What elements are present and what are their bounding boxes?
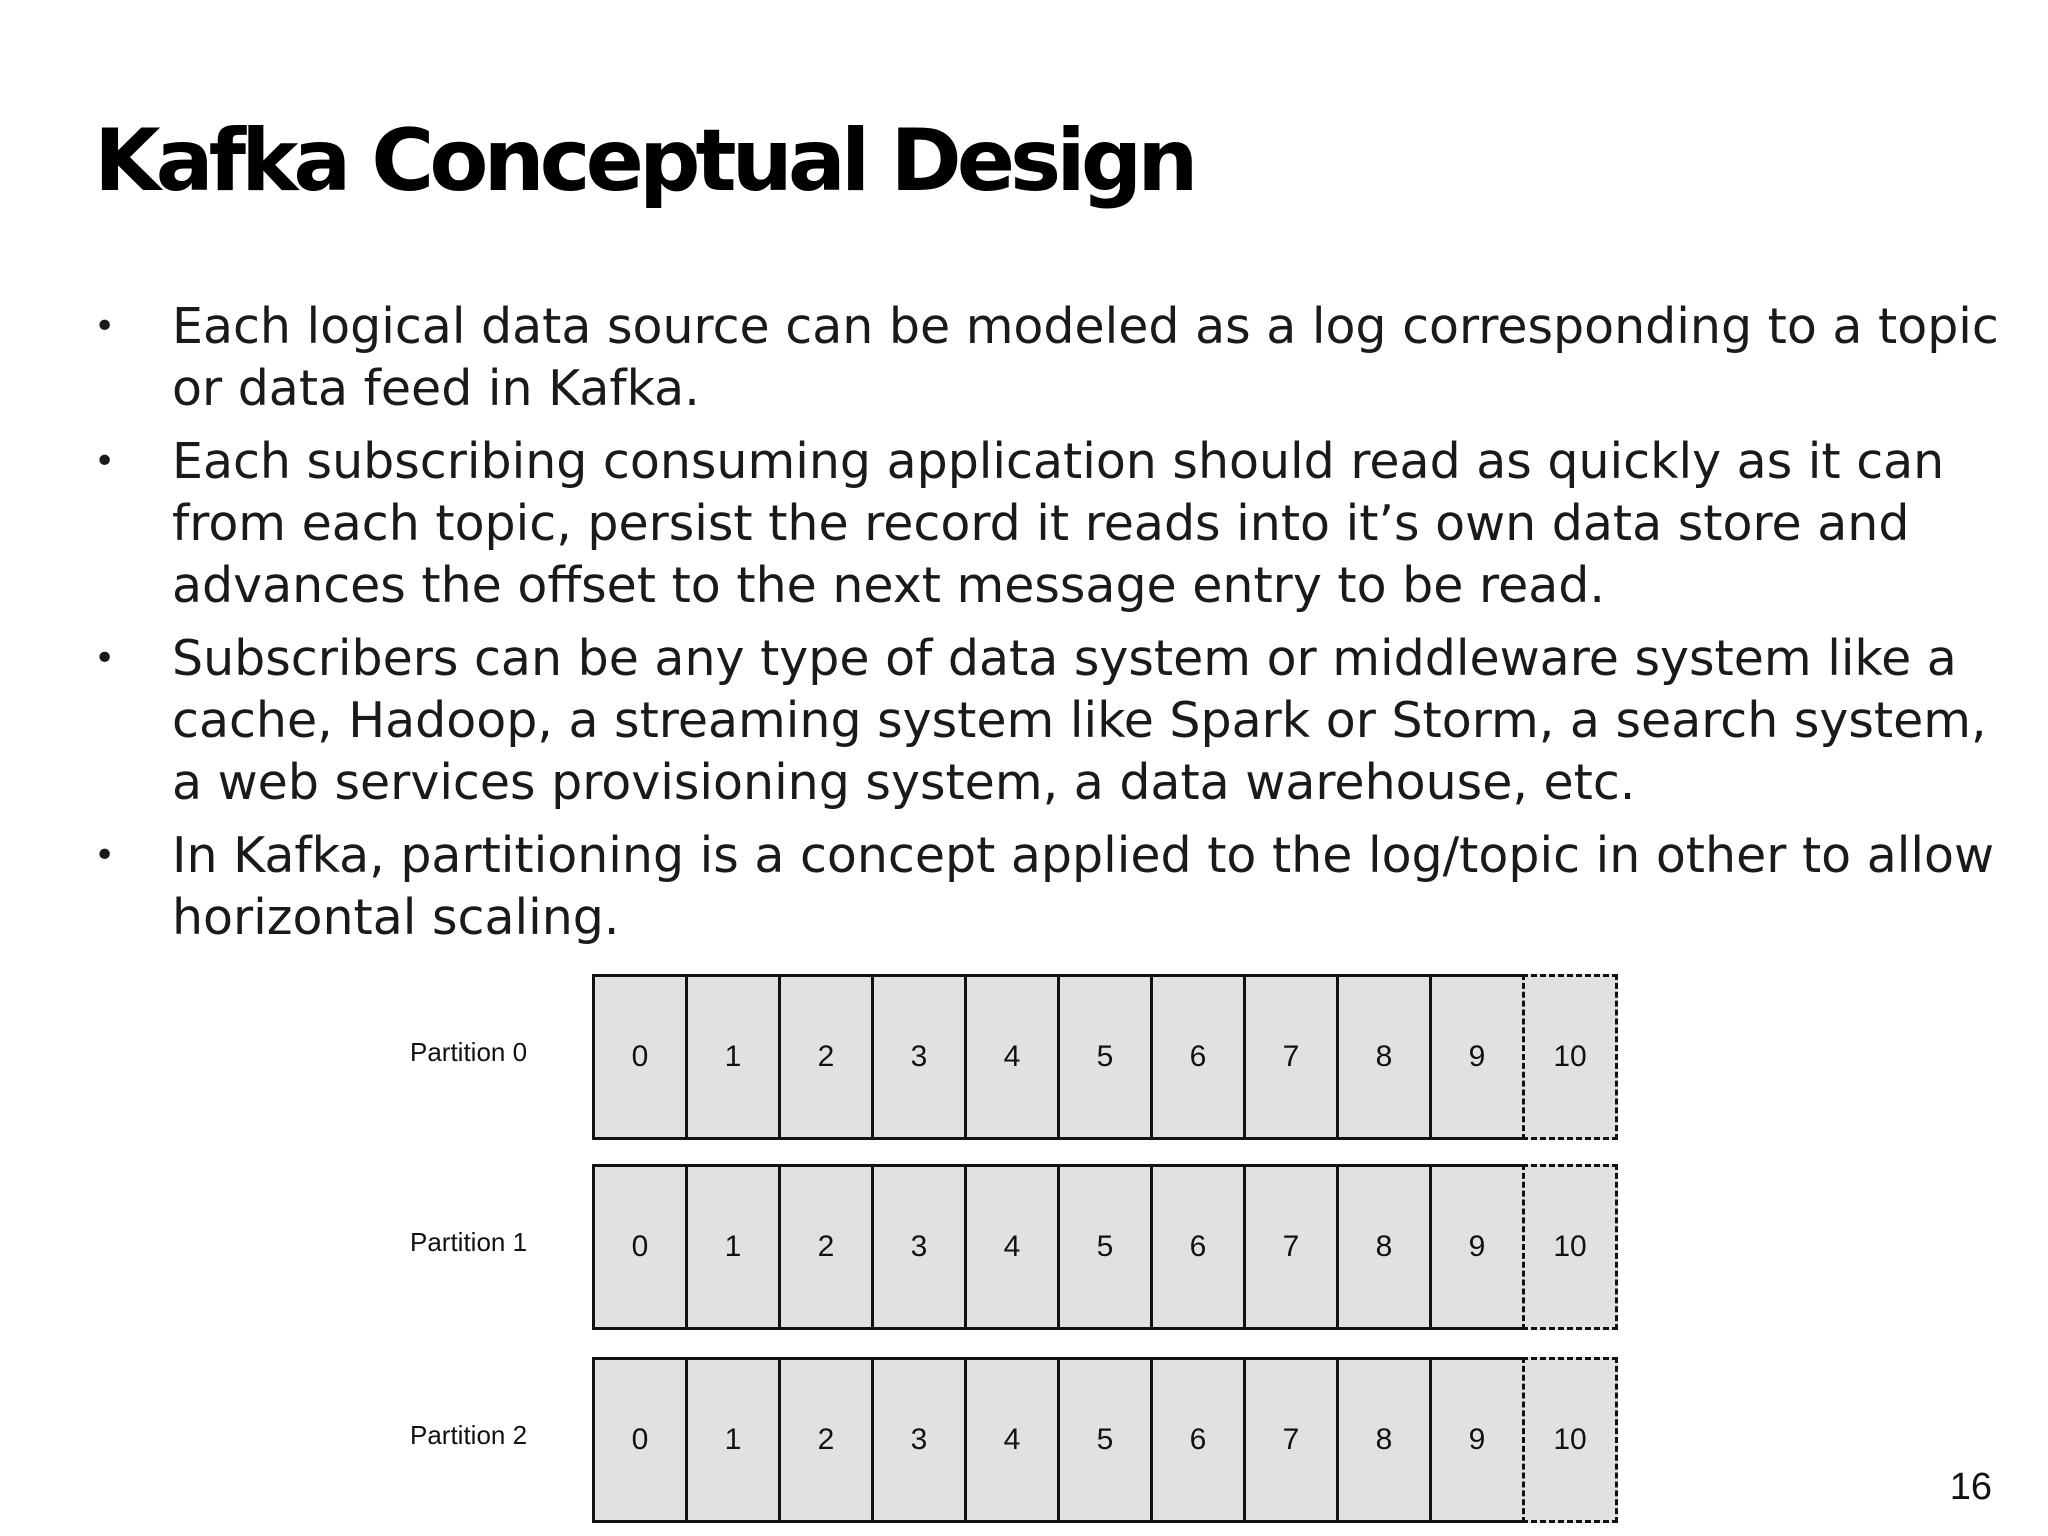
offset-cell: 0 [592, 1164, 688, 1330]
offset-cell: 8 [1336, 974, 1432, 1140]
partition-row [592, 1164, 1642, 1330]
offset-cell: 6 [1150, 974, 1246, 1140]
offset-cell: 8 [1336, 1164, 1432, 1330]
offset-cell: 3 [871, 974, 967, 1140]
offset-cell: 6 [1150, 1357, 1246, 1523]
bullet-text: In Kafka, partitioning is a concept applied to the log/topic in other to allow horizontal scaling. [172, 827, 1995, 946]
offset-cell: 5 [1057, 1357, 1153, 1523]
bullet-item [0, 628, 2048, 814]
next-offset-cell: 10 [1522, 974, 1618, 1140]
offset-cell: 9 [1429, 1164, 1525, 1330]
slide-title: Kafka Conceptual Design [94, 111, 1194, 211]
bullet-text: Each subscribing consuming application should read as quickly as it can from each topic, persist the record it reads into it’s own data store and advances the offset to the next message entry to be read. [172, 433, 1945, 614]
offset-cell: 2 [778, 974, 874, 1140]
bullet-marker: • [94, 638, 116, 679]
offset-cell: 5 [1057, 974, 1153, 1140]
offset-cell: 0 [592, 1357, 688, 1523]
page-number: 16 [1949, 1466, 1992, 1508]
bullet-item [0, 296, 2048, 420]
offset-cell: 9 [1429, 974, 1525, 1140]
next-offset-cell: 10 [1522, 1164, 1618, 1330]
offset-cell: 0 [592, 974, 688, 1140]
partition-row [592, 1357, 1642, 1523]
offset-cell: 4 [964, 974, 1060, 1140]
partition-label: Partition 0 [410, 1037, 528, 1067]
offset-cell: 4 [964, 1357, 1060, 1523]
offset-cell: 2 [778, 1164, 874, 1330]
offset-cell: 8 [1336, 1357, 1432, 1523]
partition-row [592, 974, 1642, 1140]
offset-cell: 1 [685, 1164, 781, 1330]
bullet-text: Subscribers can be any type of data system or middleware system like a cache, Hadoop, a streaming system like Spark or Storm, a search system, a web services provisioning system, a data warehouse, etc. [172, 630, 1987, 811]
bullet-marker: • [94, 441, 116, 482]
bullet-list [0, 296, 2048, 960]
offset-cell: 1 [685, 1357, 781, 1523]
partition-label: Partition 2 [410, 1420, 528, 1450]
bullet-text: Each logical data source can be modeled as a log corresponding to a topic or data feed in Kafka. [172, 298, 1999, 417]
bullet-marker: • [94, 835, 116, 876]
offset-cell: 7 [1243, 974, 1339, 1140]
offset-cell: 7 [1243, 1164, 1339, 1330]
offset-cell: 1 [685, 974, 781, 1140]
bullet-marker: • [94, 306, 116, 347]
offset-cell: 3 [871, 1164, 967, 1330]
next-offset-cell: 10 [1522, 1357, 1618, 1523]
offset-cell: 3 [871, 1357, 967, 1523]
partition-label: Partition 1 [410, 1227, 528, 1257]
offset-cell: 5 [1057, 1164, 1153, 1330]
bullet-item [0, 431, 2048, 617]
offset-cell: 4 [964, 1164, 1060, 1330]
bullet-item [0, 825, 2048, 949]
offset-cell: 6 [1150, 1164, 1246, 1330]
offset-cell: 9 [1429, 1357, 1525, 1523]
offset-cell: 7 [1243, 1357, 1339, 1523]
offset-cell: 2 [778, 1357, 874, 1523]
